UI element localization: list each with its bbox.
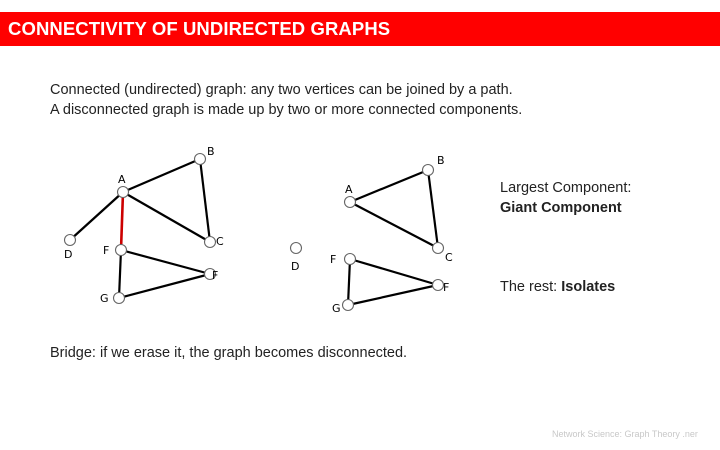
- edge-right-f-g: [348, 259, 350, 305]
- rest-prefix: The rest:: [500, 279, 562, 295]
- node-label-left-b: B: [207, 145, 215, 158]
- edge-left-f-g: [119, 250, 121, 298]
- edge-left-f-f: [121, 250, 210, 274]
- largest-component-label: Largest Component:: [500, 180, 632, 196]
- edge-left-a-d: [70, 192, 123, 240]
- node-label-left-c: C: [216, 235, 224, 248]
- node-left-b: [195, 154, 206, 165]
- node-right-f2: [433, 280, 444, 291]
- node-label-right-b: B: [437, 154, 445, 167]
- edge-left-g-f: [119, 274, 210, 298]
- node-right-d: [291, 243, 302, 254]
- edge-left-b-c: [200, 159, 210, 242]
- node-label-left-a: A: [118, 173, 126, 186]
- node-left-g: [114, 293, 125, 304]
- giant-component-label: Giant Component: [500, 200, 622, 216]
- footer-text: Network Science: Graph Theory .ner: [552, 429, 698, 439]
- node-right-c: [433, 243, 444, 254]
- bridge-note: Bridge: if we erase it, the graph becomes disconnected.: [50, 345, 408, 361]
- rest-note: [500, 277, 615, 297]
- node-label-right-a: A: [345, 183, 353, 196]
- node-label-left-f2: F: [212, 269, 219, 282]
- node-left-d: [65, 235, 76, 246]
- node-right-g: [343, 300, 354, 311]
- slide-title: CONNECTIVITY OF UNDIRECTED GRAPHS: [8, 18, 391, 39]
- largest-component-note: [500, 178, 631, 218]
- bridge-edge-a-f: [121, 192, 123, 250]
- node-label-left-d: D: [64, 248, 73, 261]
- node-label-right-f1: F: [330, 253, 337, 266]
- node-right-b: [423, 165, 434, 176]
- edge-left-a-b: [123, 159, 200, 192]
- edge-right-g-f: [348, 285, 438, 305]
- node-left-f1: [116, 245, 127, 256]
- node-label-right-f2: F: [443, 281, 450, 294]
- edge-right-a-c: [350, 202, 438, 248]
- node-right-f1: [345, 254, 356, 265]
- node-label-right-g: G: [332, 302, 341, 315]
- edge-left-a-c: [123, 192, 210, 242]
- edge-right-a-b: [350, 170, 428, 202]
- node-label-right-c: C: [445, 251, 453, 264]
- node-label-left-g: G: [100, 292, 109, 305]
- node-right-a: [345, 197, 356, 208]
- node-left-c: [205, 237, 216, 248]
- node-label-left-f1: F: [103, 244, 110, 257]
- intro-line-2: A disconnected graph is made up by two or more connected components.: [50, 102, 523, 118]
- intro-line-1: Connected (undirected) graph: any two vertices can be joined by a path.: [50, 82, 513, 98]
- edge-right-b-c: [428, 170, 438, 248]
- edge-right-f-f: [350, 259, 438, 285]
- node-left-a: [118, 187, 129, 198]
- isolates-label: Isolates: [561, 279, 616, 295]
- node-label-right-d: D: [291, 260, 300, 273]
